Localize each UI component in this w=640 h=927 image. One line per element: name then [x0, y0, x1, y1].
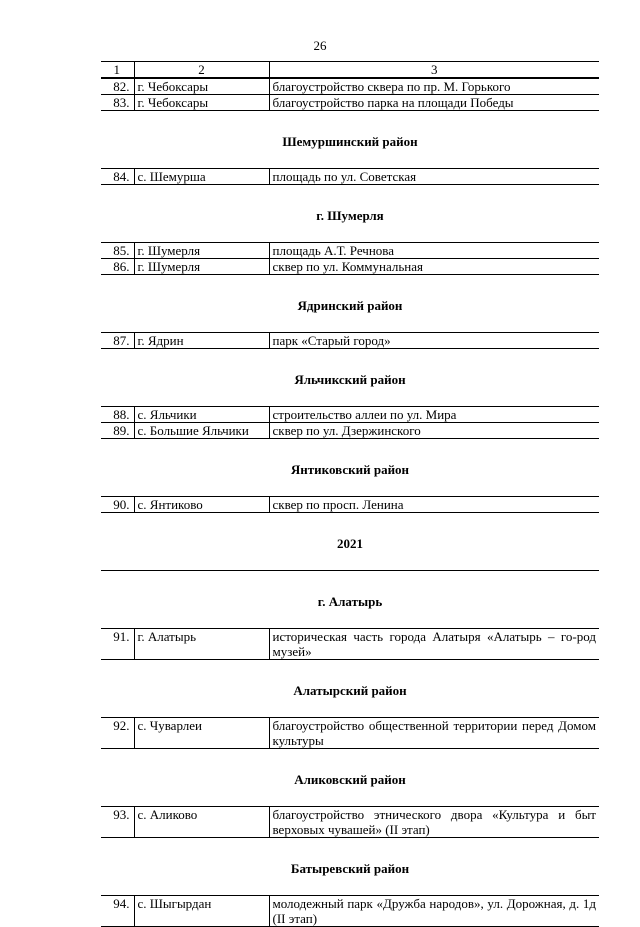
list-table — [101, 168, 599, 185]
row-number: 91. — [101, 629, 134, 660]
row-description: площадь по ул. Советская — [269, 169, 599, 185]
row-description: сквер по ул. Коммунальная — [269, 259, 599, 275]
row-description: благоустройство общественной территории перед Домом культуры — [269, 718, 599, 749]
table-row — [101, 807, 599, 838]
row-place: с. Аликово — [134, 807, 269, 838]
table-row — [101, 629, 599, 660]
row-description: благоустройство сквера по пр. М. Горького — [269, 79, 599, 95]
section-heading: Алатырский район — [293, 683, 407, 698]
row-description: благоустройство этнического двора «Культура и быт верховых чувашей» (II этап) — [269, 807, 599, 838]
row-description: сквер по ул. Дзержинского — [269, 423, 599, 439]
row-number: 85. — [101, 243, 134, 259]
row-description: площадь А.Т. Речнова — [269, 243, 599, 259]
row-description: молодежный парк «Дружба народов», ул. Дорожная, д. 1д (II этап) — [269, 896, 599, 927]
list-table — [101, 61, 599, 78]
table-row — [101, 497, 599, 513]
row-number: 87. — [101, 333, 134, 349]
section-heading: Яльчикский район — [294, 372, 406, 387]
row-description: историческая часть города Алатыря «Алатырь – го-род музей» — [269, 629, 599, 660]
table-row — [101, 243, 599, 259]
row-number: 90. — [101, 497, 134, 513]
row-place: с. Шыгырдан — [134, 896, 269, 927]
section-heading: г. Шумерля — [316, 208, 384, 223]
row-place: г. Ядрин — [134, 333, 269, 349]
row-place: с. Янтиково — [134, 497, 269, 513]
table-row — [101, 95, 599, 111]
row-number: 94. — [101, 896, 134, 927]
list-table — [101, 496, 599, 513]
table-row — [101, 407, 599, 423]
table-row — [101, 333, 599, 349]
row-description: строительство аллеи по ул. Мира — [269, 407, 599, 423]
list-table — [101, 242, 599, 275]
table-row — [101, 896, 599, 927]
column-header: 3 — [269, 62, 599, 78]
section-heading: Батыревский район — [290, 861, 410, 876]
row-number: 82. — [101, 79, 134, 95]
row-place: с. Яльчики — [134, 407, 269, 423]
row-number: 84. — [101, 169, 134, 185]
table-header-row — [101, 62, 599, 78]
row-description: парк «Старый город» — [269, 333, 599, 349]
row-place: г. Чебоксары — [134, 79, 269, 95]
row-number: 92. — [101, 718, 134, 749]
row-place: г. Алатырь — [134, 629, 269, 660]
row-number: 88. — [101, 407, 134, 423]
list-table — [101, 332, 599, 349]
row-number: 86. — [101, 259, 134, 275]
section-heading: Шемуршинский район — [282, 134, 418, 149]
row-place: с. Шемурша — [134, 169, 269, 185]
list-table — [101, 406, 599, 439]
list-table — [101, 806, 599, 838]
table-row — [101, 718, 599, 749]
section-heading: Ядринский район — [297, 298, 403, 313]
list-table — [101, 895, 599, 927]
list-table — [101, 78, 599, 111]
section-heading: Янтиковский район — [290, 462, 410, 477]
row-place: г. Шумерля — [134, 243, 269, 259]
page-number: 26 — [313, 38, 327, 53]
row-place: г. Чебоксары — [134, 95, 269, 111]
row-number: 83. — [101, 95, 134, 111]
row-description: сквер по просп. Ленина — [269, 497, 599, 513]
table-row — [101, 423, 599, 439]
table-row — [101, 169, 599, 185]
table-row — [101, 259, 599, 275]
column-header: 1 — [101, 62, 134, 78]
table-row — [101, 79, 599, 95]
year-heading: 2021 — [337, 536, 363, 551]
row-description: благоустройство парка на площади Победы — [269, 95, 599, 111]
section-heading: Аликовский район — [294, 772, 406, 787]
column-header: 2 — [134, 62, 269, 78]
row-place: г. Шумерля — [134, 259, 269, 275]
list-table — [101, 717, 599, 749]
list-table — [101, 628, 599, 660]
row-number: 89. — [101, 423, 134, 439]
row-number: 93. — [101, 807, 134, 838]
section-heading: г. Алатырь — [317, 594, 383, 609]
row-place: с. Большие Яльчики — [134, 423, 269, 439]
row-place: с. Чуварлеи — [134, 718, 269, 749]
document-table-area — [101, 61, 599, 927]
